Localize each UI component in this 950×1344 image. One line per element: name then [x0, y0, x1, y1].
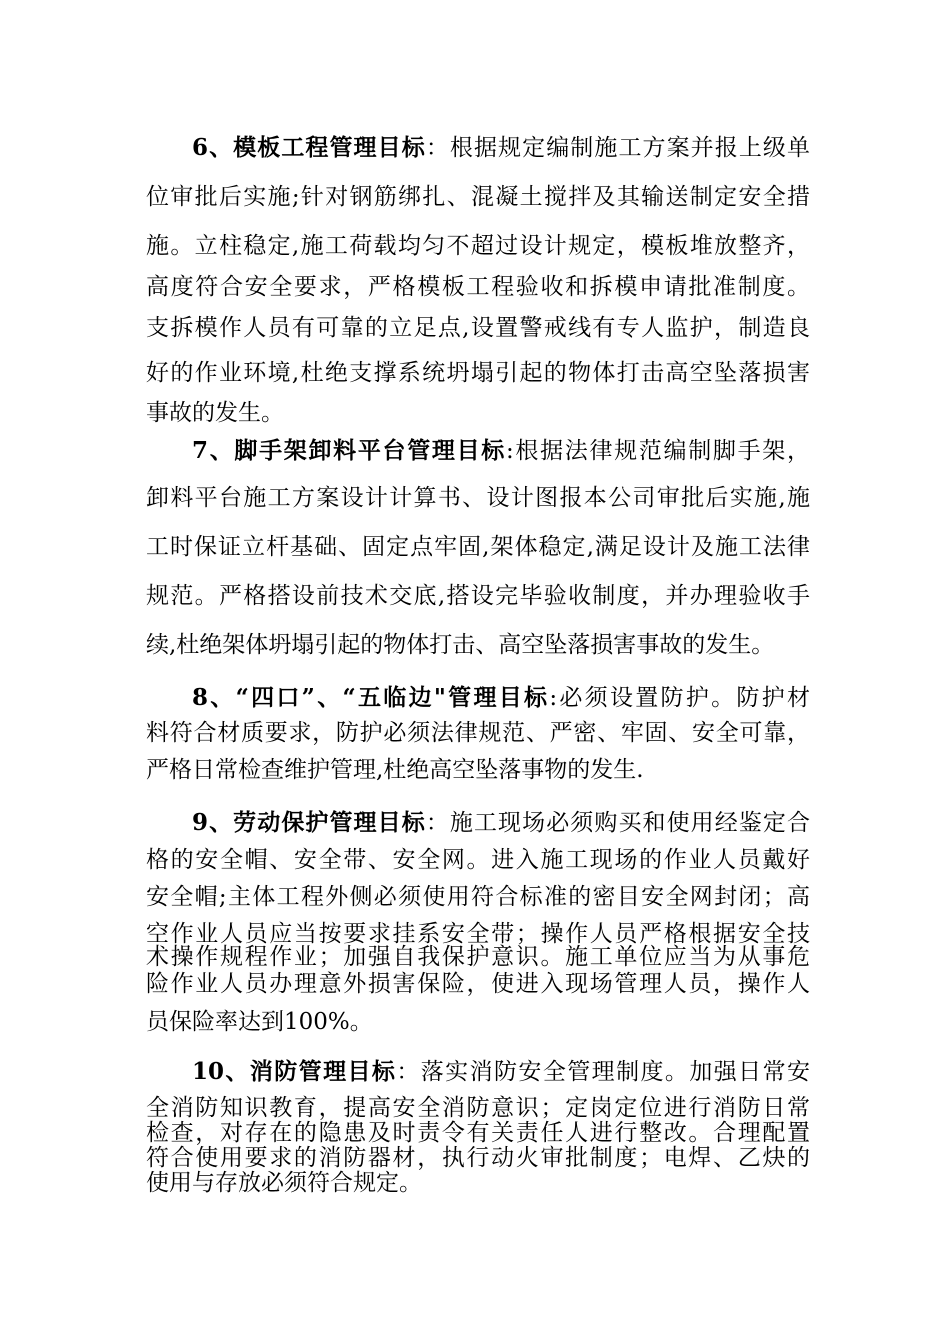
paragraph-10-line-5: 使用与存放必须符合规定。 — [146, 1170, 422, 1196]
paragraph-6-line-2: 位审批后实施;针对钢筋绑扎、混凝土搅拌及其输送制定安全措 — [146, 184, 810, 210]
paragraph-6-line-3: 施。立柱稳定,施工荷载均匀不超过设计规定，模板堆放整齐， — [146, 233, 810, 259]
paragraph-6-line-4: 高度符合安全要求，严格模板工程验收和拆模申请批准制度。 — [146, 274, 810, 300]
paragraph-7-line-5: 续,杜绝架体坍塌引起的物体打击、高空坠落损害事故的发生。 — [146, 632, 775, 658]
paragraph-7-heading: 7、脚手架卸料平台管理目标 — [192, 437, 506, 464]
paragraph-6-line-5: 支拆模作人员有可靠的立足点,设置警戒线有专人监护，制造良 — [146, 315, 810, 341]
paragraph-9-line-3: 安全帽;主体工程外侧必须使用符合标准的密目安全网封闭；高 — [146, 884, 810, 910]
paragraph-7-text: :根据法律规范编制脚手架， — [505, 438, 810, 464]
paragraph-6-heading: 6、模板工程管理目标 — [192, 134, 426, 161]
paragraph-9-line-7: 员保险率达到100%。 — [146, 1009, 373, 1035]
paragraph-9-heading: 9、劳动保护管理目标 — [192, 809, 426, 836]
paragraph-10-line-3: 检查，对存在的隐患及时责令有关责任人进行整改。合理配置 — [146, 1120, 810, 1146]
paragraph-10-line-2: 全消防知识教育，提高安全消防意识；定岗定位进行消防日常 — [146, 1095, 810, 1121]
paragraph-10-text: ：落实消防安全管理制度。加强日常安 — [396, 1059, 810, 1085]
paragraph-10-line-4: 符合使用要求的消防器材，执行动火审批制度；电焊、乙炔的 — [146, 1145, 810, 1171]
paragraph-9-line-4: 空作业人员应当按要求挂系安全带；操作人员严格根据安全技 — [146, 921, 810, 947]
paragraph-8-line-1 — [192, 683, 810, 713]
paragraph-9-text: ：施工现场必须购买和使用经鉴定合 — [425, 810, 811, 836]
paragraph-10-line-1 — [192, 1057, 810, 1087]
paragraph-8-line-3: 严格日常检查维护管理,杜绝高空坠落事物的发生. — [146, 757, 644, 783]
paragraph-6-line-6: 好的作业环境,杜绝支撑系统坍塌引起的物体打击高空坠落损害 — [146, 360, 810, 386]
paragraph-9-line-1 — [192, 808, 810, 838]
paragraph-7-line-1 — [192, 436, 810, 466]
paragraph-7-line-3: 工时保证立杆基础、固定点牢固,架体稳定,满足设计及施工法律 — [146, 534, 810, 560]
paragraph-10-heading: 10、消防管理目标 — [192, 1058, 397, 1085]
paragraph-6-line-7: 事故的发生。 — [146, 400, 284, 426]
paragraph-8-text: :必须设置防护。防护材 — [549, 685, 811, 711]
paragraph-8-line-2: 料符合材质要求，防护必须法律规范、严密、牢固、安全可靠， — [146, 720, 810, 746]
paragraph-6-line-1 — [192, 133, 810, 163]
paragraph-6-text: ：根据规定编制施工方案并报上级单 — [425, 135, 811, 161]
paragraph-9-line-2: 格的安全帽、安全带、安全网。进入施工现场的作业人员戴好 — [146, 847, 810, 873]
paragraph-7-line-4: 规范。严格搭设前技术交底,搭设完毕验收制度，并办理验收手 — [146, 583, 810, 609]
paragraph-9-line-5: 术操作规程作业；加强自我保护意识。施工单位应当为从事危 — [146, 944, 810, 970]
paragraph-8-heading: 8、“四口”、“五临边"管理目标 — [192, 684, 550, 711]
paragraph-9-line-6: 险作业人员办理意外损害保险，使进入现场管理人员，操作人 — [146, 971, 810, 997]
paragraph-7-line-2: 卸料平台施工方案设计计算书、设计图报本公司审批后实施,施 — [146, 485, 810, 511]
